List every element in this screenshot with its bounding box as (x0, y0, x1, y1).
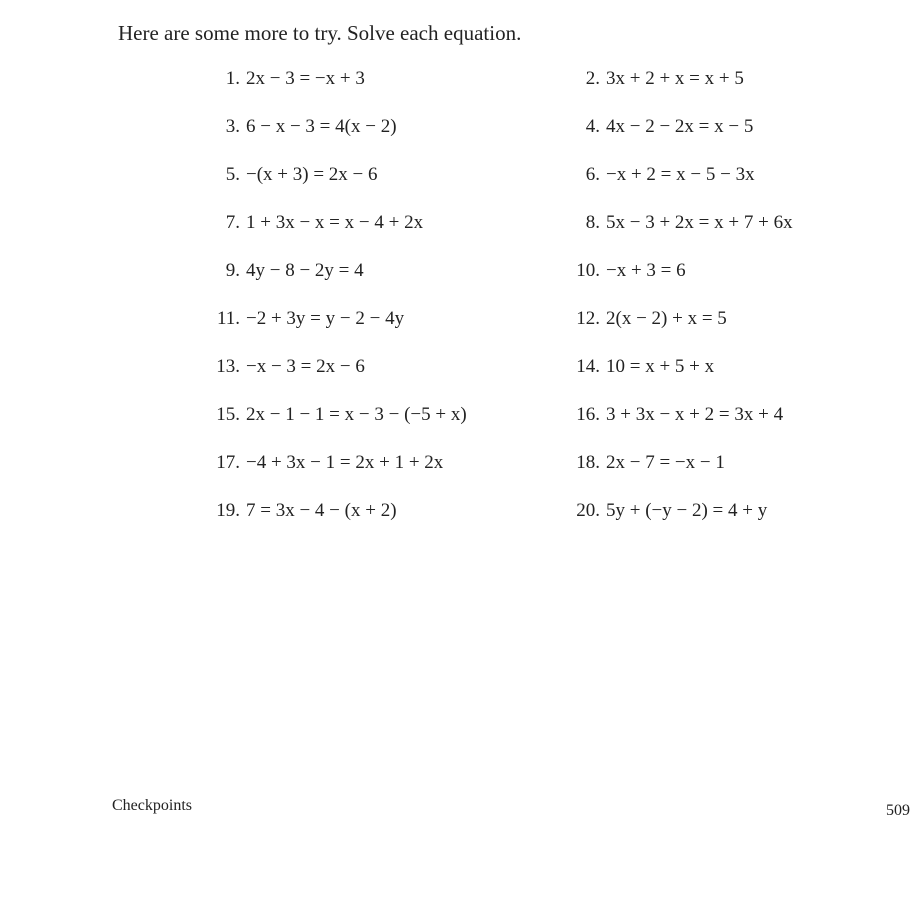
problem-number: 12. (576, 308, 600, 329)
problem-4 (556, 112, 753, 142)
problem-equation: 6 − x − 3 = 4(x − 2) (246, 116, 397, 137)
problem-number: 13. (216, 356, 240, 377)
problem-row (0, 208, 922, 256)
problem-18 (556, 448, 725, 478)
problem-row (0, 352, 922, 400)
problem-row (0, 400, 922, 448)
instructions-heading: Here are some more to try. Solve each equation. (118, 21, 522, 45)
problem-number: 17. (216, 452, 240, 473)
problem-number: 6. (585, 164, 600, 185)
problem-equation: 2x − 7 = −x − 1 (606, 452, 725, 473)
problem-13 (196, 352, 365, 382)
problem-number: 16. (576, 404, 600, 425)
problem-number: 20. (576, 500, 600, 521)
problem-16 (556, 400, 783, 430)
problem-14 (556, 352, 714, 382)
problem-17 (196, 448, 443, 478)
problem-number: 1. (225, 68, 240, 89)
problem-row (0, 496, 922, 544)
problem-15 (196, 400, 467, 430)
problem-number: 5. (225, 164, 240, 185)
problem-equation: 5x − 3 + 2x = x + 7 + 6x (606, 212, 793, 233)
problem-number: 9. (225, 260, 240, 281)
problem-12 (556, 304, 727, 334)
footer-section-label: Checkpoints (112, 797, 192, 814)
problem-10 (556, 256, 686, 286)
problem-6 (556, 160, 755, 190)
page-number: 509 (886, 802, 910, 819)
problem-equation: 2x − 3 = −x + 3 (246, 68, 365, 89)
problem-row (0, 448, 922, 496)
problem-equation: 1 + 3x − x = x − 4 + 2x (246, 212, 424, 233)
problem-9 (196, 256, 364, 286)
problem-equation: −(x + 3) = 2x − 6 (246, 164, 378, 185)
problem-equation: −x + 3 = 6 (606, 260, 686, 281)
problem-1 (196, 64, 365, 94)
problem-8 (556, 208, 793, 238)
problem-number: 10. (576, 260, 600, 281)
problem-equation: 4y − 8 − 2y = 4 (246, 260, 364, 281)
problem-equation: −x − 3 = 2x − 6 (246, 356, 365, 377)
problem-2 (556, 64, 744, 94)
problem-number: 11. (216, 308, 240, 329)
problem-row (0, 160, 922, 208)
problem-number: 19. (216, 500, 240, 521)
problem-equation: 3x + 2 + x = x + 5 (606, 68, 744, 89)
problem-number: 2. (585, 68, 600, 89)
problem-number: 15. (216, 404, 240, 425)
problem-number: 3. (225, 116, 240, 137)
problem-number: 18. (576, 452, 600, 473)
problem-equation: 10 = x + 5 + x (606, 356, 715, 377)
problem-5 (196, 160, 378, 190)
problem-equation: 2x − 1 − 1 = x − 3 − (−5 + x) (246, 404, 467, 425)
problem-number: 7. (225, 212, 240, 233)
problem-20 (556, 496, 767, 526)
problem-equation: 7 = 3x − 4 − (x + 2) (246, 500, 397, 521)
problem-equation: −4 + 3x − 1 = 2x + 1 + 2x (246, 452, 444, 473)
problem-equation: 5y + (−y − 2) = 4 + y (606, 500, 768, 521)
problem-3 (196, 112, 397, 142)
problem-number: 8. (585, 212, 600, 233)
problem-row (0, 256, 922, 304)
problem-19 (196, 496, 397, 526)
problem-row (0, 64, 922, 112)
problem-row (0, 112, 922, 160)
problem-number: 4. (585, 116, 600, 137)
problem-11 (196, 304, 404, 334)
problem-equation: 3 + 3x − x + 2 = 3x + 4 (606, 404, 784, 425)
problem-equation: 4x − 2 − 2x = x − 5 (606, 116, 754, 137)
problem-equation: 2(x − 2) + x = 5 (606, 308, 727, 329)
problem-equation: −x + 2 = x − 5 − 3x (606, 164, 755, 185)
problem-equation: −2 + 3y = y − 2 − 4y (246, 308, 405, 329)
problem-number: 14. (576, 356, 600, 377)
problem-list (0, 64, 922, 544)
problem-row (0, 304, 922, 352)
problem-7 (196, 208, 423, 238)
